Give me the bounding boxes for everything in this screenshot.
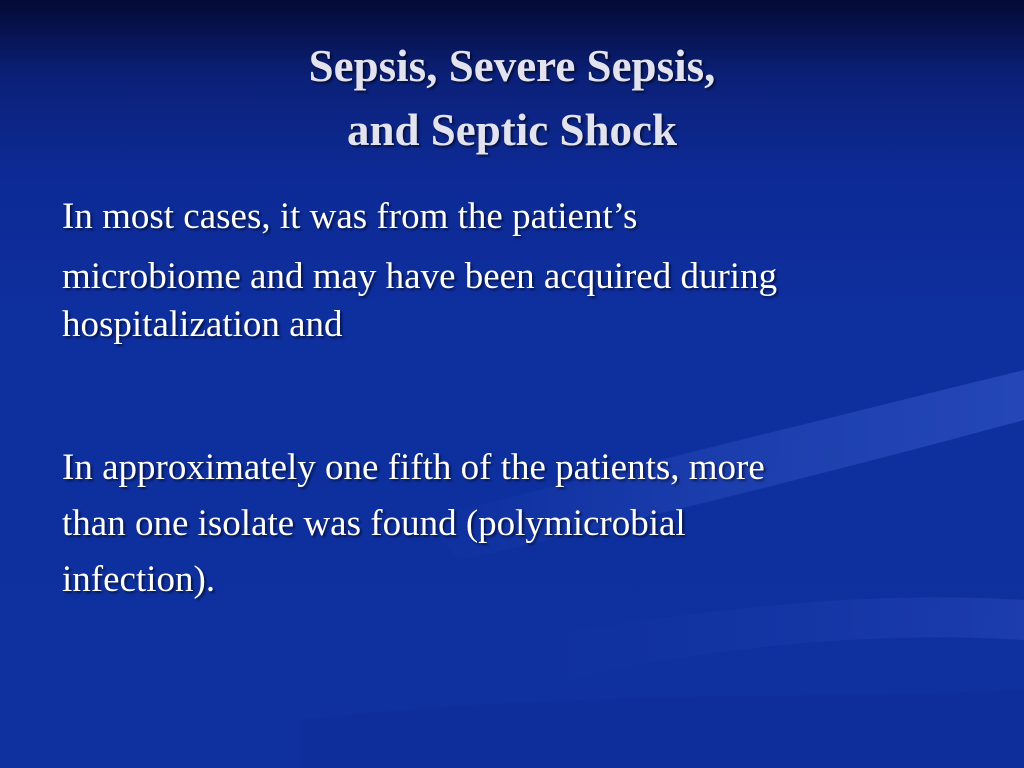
paragraph-2-line-3: infection).: [62, 559, 216, 600]
paragraph-1-line-2: microbiome and may have been acquired during: [62, 256, 778, 297]
paragraph-2-line-1: In approximately one fifth of the patients, more: [62, 447, 765, 488]
slide-title: [0, 34, 1024, 162]
paragraph-1-line-1: In most cases, it was from the patient’s: [62, 196, 638, 237]
paragraph-2-line-2: than one isolate was found (polymicrobial: [62, 503, 686, 544]
paragraph-2: [62, 440, 962, 608]
title-line-2: and Septic Shock: [346, 105, 678, 155]
paragraph-1-line-3: hospitalization and: [62, 304, 343, 345]
title-line-1: Sepsis, Severe Sepsis,: [308, 41, 716, 91]
paragraph-1: [62, 189, 962, 349]
